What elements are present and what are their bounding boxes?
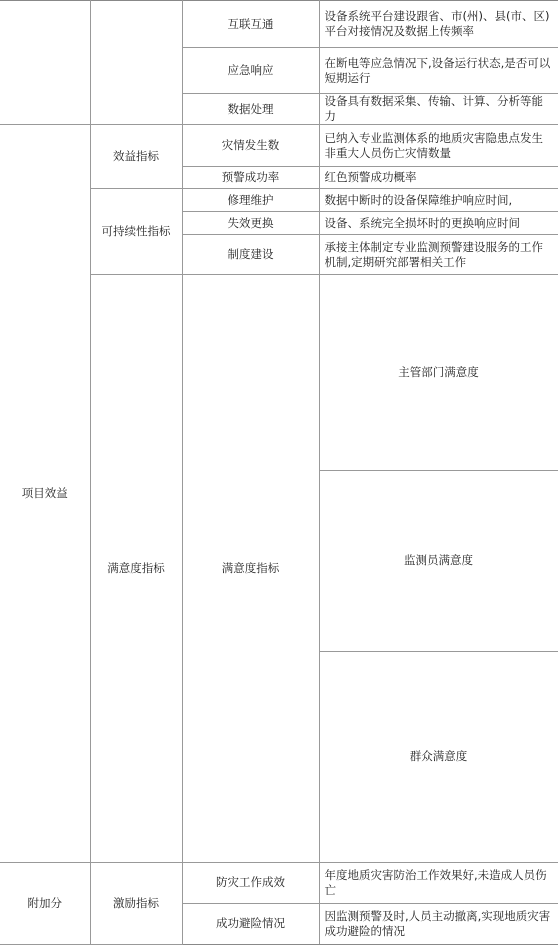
subcategory-cell: 可持续性指标 [90, 189, 182, 275]
indicator-cell: 制度建设 [182, 235, 319, 275]
description-cell: 设备具有数据采集、传输、计算、分析等能力 [319, 94, 558, 125]
description-cell: 设备、系统完全损坏时的更换响应时间 [319, 212, 558, 235]
table-row [0, 125, 558, 167]
table-row [0, 862, 558, 903]
table-row [0, 1, 558, 48]
blank-cell [0, 1, 90, 125]
indicator-cell: 预警成功率 [182, 167, 319, 189]
description-cell: 在断电等应急情况下,设备运行状态,是否可以短期运行 [319, 48, 558, 94]
description-cell: 红色预警成功概率 [319, 167, 558, 189]
description-cell: 数据中断时的设备保障维护响应时间, [319, 189, 558, 212]
description-cell: 因监测预警及时,人员主动撤离,实现地质灾害成功避险的情况 [319, 903, 558, 944]
indicator-cell: 群众满意度 [319, 651, 558, 862]
category-cell: 项目效益 [0, 125, 90, 863]
indicator-cell: 应急响应 [182, 48, 319, 94]
description-cell: 已纳入专业监测体系的地质灾害隐患点发生非重大人员伤亡灾情数量 [319, 125, 558, 167]
indicator-cell: 失效更换 [182, 212, 319, 235]
indicator-cell: 互联互通 [182, 1, 319, 48]
blank-cell [90, 1, 182, 125]
indicator-cell: 成功避险情况 [182, 903, 319, 944]
description-cell: 设备系统平台建设跟省、市(州)、县(市、区)平台对接情况及数据上传频率 [319, 1, 558, 48]
indicator-cell: 修理维护 [182, 189, 319, 212]
indicator-cell: 数据处理 [182, 94, 319, 125]
indicator-cell: 主管部门满意度 [319, 275, 558, 471]
subcategory-cell: 效益指标 [90, 125, 182, 189]
category-cell: 满意度指标 [90, 275, 182, 863]
category-cell: 附加分 [0, 862, 90, 944]
indicator-cell: 监测员满意度 [319, 470, 558, 651]
description-cell: 承接主体制定专业监测预警建设服务的工作机制,定期研究部署相关工作 [319, 235, 558, 275]
description-cell: 年度地质灾害防治工作效果好,未造成人员伤亡 [319, 862, 558, 903]
subcategory-cell: 满意度指标 [182, 275, 319, 863]
indicator-cell: 防灾工作成效 [182, 862, 319, 903]
indicator-cell: 灾情发生数 [182, 125, 319, 167]
subcategory-cell: 激励指标 [90, 862, 182, 944]
